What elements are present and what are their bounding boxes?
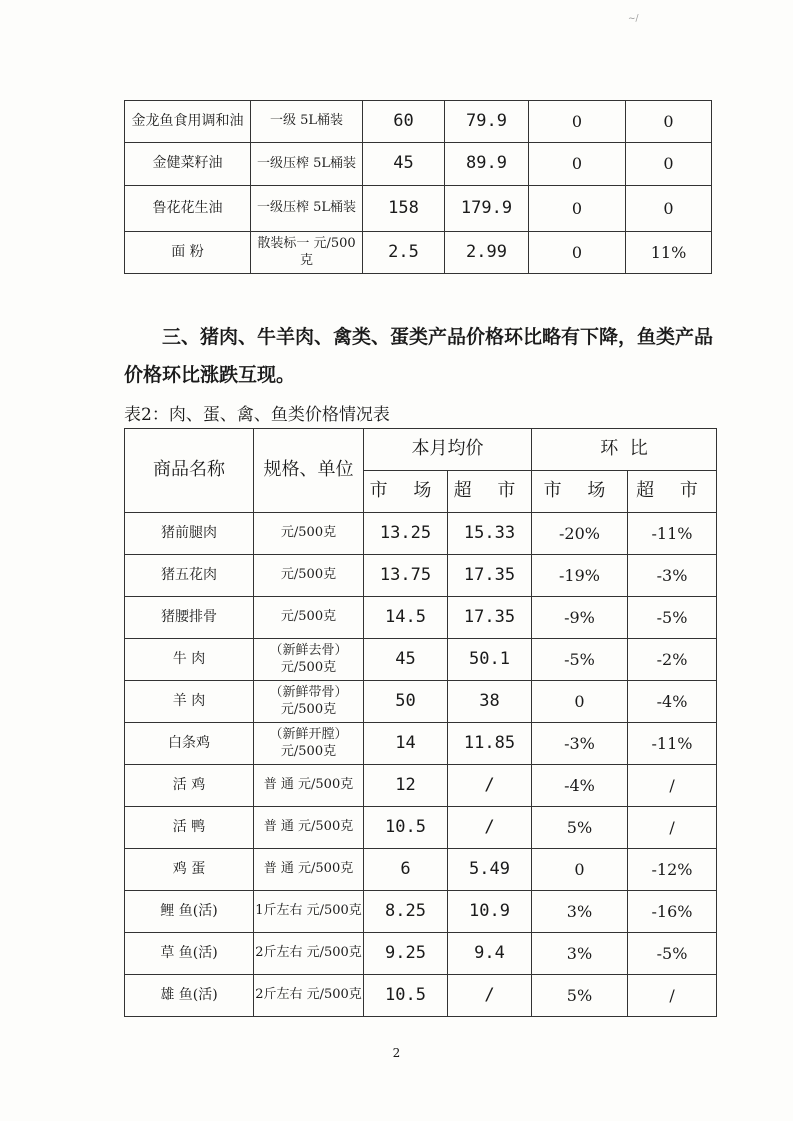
market-price: 8.25	[364, 891, 448, 933]
market-ring-ratio: 0	[529, 186, 626, 232]
supermarket-ring-ratio: /	[628, 765, 717, 807]
product-name: 鸡 蛋	[125, 849, 254, 891]
product-spec: 元/500克	[254, 555, 364, 597]
supermarket-price: /	[448, 765, 532, 807]
section-heading: 三、猪肉、牛羊肉、禽类、蛋类产品价格环比略有下降，鱼类产品价格环比涨跌互现。	[124, 326, 714, 386]
product-spec: 普 通 元/500克	[254, 765, 364, 807]
table-row	[125, 849, 717, 891]
header-ring-supermarket: 超 市	[628, 471, 717, 513]
supermarket-ring-ratio: -11%	[628, 513, 717, 555]
supermarket-price: 50.1	[448, 639, 532, 681]
product-spec: （新鲜去骨） 元/500克	[254, 639, 364, 681]
supermarket-price: 2.99	[445, 232, 529, 274]
supermarket-ring-ratio: /	[628, 975, 717, 1017]
table-row	[125, 681, 717, 723]
table-row	[125, 975, 717, 1017]
supermarket-ring-ratio: /	[628, 807, 717, 849]
market-price: 60	[363, 101, 445, 143]
supermarket-ring-ratio: -5%	[628, 597, 717, 639]
table-row	[125, 597, 717, 639]
market-price: 45	[363, 143, 445, 186]
market-price: 10.5	[364, 975, 448, 1017]
supermarket-ring-ratio: 0	[626, 101, 712, 143]
product-name: 草 鱼(活)	[125, 933, 254, 975]
supermarket-price: 79.9	[445, 101, 529, 143]
supermarket-price: 9.4	[448, 933, 532, 975]
table-row	[125, 143, 712, 186]
product-spec: 一级压榨 5L桶装	[251, 143, 363, 186]
product-spec: （新鲜带骨） 元/500克	[254, 681, 364, 723]
supermarket-price: 5.49	[448, 849, 532, 891]
header-ring-ratio: 环 比	[532, 429, 717, 471]
market-price: 12	[364, 765, 448, 807]
market-ring-ratio: -9%	[532, 597, 628, 639]
product-spec: （新鲜开膛） 元/500克	[254, 723, 364, 765]
product-name: 金龙鱼食用调和油	[125, 101, 251, 143]
product-name: 活 鸡	[125, 765, 254, 807]
product-spec: 2斤左右 元/500克	[254, 975, 364, 1017]
market-price: 9.25	[364, 933, 448, 975]
market-price: 158	[363, 186, 445, 232]
header-market: 市 场	[364, 471, 448, 513]
market-ring-ratio: 0	[529, 143, 626, 186]
supermarket-price: 17.35	[448, 597, 532, 639]
supermarket-ring-ratio: 11%	[626, 232, 712, 274]
table-row	[125, 765, 717, 807]
header-product-name: 商品名称	[125, 429, 254, 513]
supermarket-ring-ratio: -11%	[628, 723, 717, 765]
product-name: 猪前腿肉	[125, 513, 254, 555]
product-name: 猪腰排骨	[125, 597, 254, 639]
product-name: 鲤 鱼(活)	[125, 891, 254, 933]
product-name: 羊 肉	[125, 681, 254, 723]
page-number: 2	[392, 1046, 401, 1060]
market-ring-ratio: 3%	[532, 933, 628, 975]
product-spec: 一级压榨 5L桶装	[251, 186, 363, 232]
market-ring-ratio: 0	[529, 232, 626, 274]
product-spec: 一级 5L桶装	[251, 101, 363, 143]
product-spec: 1斤左右 元/500克	[254, 891, 364, 933]
meat-egg-poultry-fish-price-table	[124, 428, 717, 1017]
scan-mark: ~/	[628, 14, 639, 24]
market-ring-ratio: -3%	[532, 723, 628, 765]
table-row	[125, 639, 717, 681]
header-monthly-average: 本月均价	[364, 429, 532, 471]
supermarket-ring-ratio: 0	[626, 186, 712, 232]
supermarket-ring-ratio: -5%	[628, 933, 717, 975]
table-row	[125, 807, 717, 849]
oil-flour-price-table	[124, 100, 712, 274]
market-ring-ratio: 5%	[532, 975, 628, 1017]
table-row	[125, 513, 717, 555]
market-ring-ratio: -5%	[532, 639, 628, 681]
market-price: 13.25	[364, 513, 448, 555]
product-name: 鲁花花生油	[125, 186, 251, 232]
header-ring-market: 市 场	[532, 471, 628, 513]
product-spec: 元/500克	[254, 513, 364, 555]
market-ring-ratio: -20%	[532, 513, 628, 555]
product-name: 活 鸭	[125, 807, 254, 849]
table-row	[125, 186, 712, 232]
header-spec-unit: 规格、单位	[254, 429, 364, 513]
market-price: 50	[364, 681, 448, 723]
market-price: 14	[364, 723, 448, 765]
market-price: 10.5	[364, 807, 448, 849]
market-price: 14.5	[364, 597, 448, 639]
supermarket-price: 17.35	[448, 555, 532, 597]
market-price: 2.5	[363, 232, 445, 274]
supermarket-price: /	[448, 975, 532, 1017]
supermarket-price: 15.33	[448, 513, 532, 555]
market-price: 6	[364, 849, 448, 891]
product-name: 面 粉	[125, 232, 251, 274]
market-ring-ratio: 0	[532, 849, 628, 891]
product-spec: 普 通 元/500克	[254, 807, 364, 849]
market-ring-ratio: 0	[529, 101, 626, 143]
supermarket-price: 179.9	[445, 186, 529, 232]
supermarket-ring-ratio: -12%	[628, 849, 717, 891]
header-supermarket: 超 市	[448, 471, 532, 513]
product-spec: 2斤左右 元/500克	[254, 933, 364, 975]
product-name: 雄 鱼(活)	[125, 975, 254, 1017]
supermarket-price: 11.85	[448, 723, 532, 765]
supermarket-price: 10.9	[448, 891, 532, 933]
supermarket-ring-ratio: -16%	[628, 891, 717, 933]
table-row	[125, 555, 717, 597]
product-name: 白条鸡	[125, 723, 254, 765]
product-name: 金健菜籽油	[125, 143, 251, 186]
supermarket-ring-ratio: -3%	[628, 555, 717, 597]
product-name: 牛 肉	[125, 639, 254, 681]
market-ring-ratio: 5%	[532, 807, 628, 849]
table-row	[125, 933, 717, 975]
market-ring-ratio: -19%	[532, 555, 628, 597]
supermarket-ring-ratio: -4%	[628, 681, 717, 723]
market-ring-ratio: 3%	[532, 891, 628, 933]
table-row	[125, 723, 717, 765]
supermarket-ring-ratio: -2%	[628, 639, 717, 681]
supermarket-price: 38	[448, 681, 532, 723]
market-ring-ratio: 0	[532, 681, 628, 723]
product-name: 猪五花肉	[125, 555, 254, 597]
table-row	[125, 891, 717, 933]
supermarket-price: /	[448, 807, 532, 849]
supermarket-ring-ratio: 0	[626, 143, 712, 186]
table-caption: 表2：肉、蛋、禽、鱼类价格情况表	[124, 405, 390, 425]
market-price: 45	[364, 639, 448, 681]
table-row	[125, 232, 712, 274]
table-row	[125, 101, 712, 143]
market-price: 13.75	[364, 555, 448, 597]
product-spec: 普 通 元/500克	[254, 849, 364, 891]
product-spec: 散装标一 元/500克	[251, 232, 363, 274]
supermarket-price: 89.9	[445, 143, 529, 186]
market-ring-ratio: -4%	[532, 765, 628, 807]
product-spec: 元/500克	[254, 597, 364, 639]
